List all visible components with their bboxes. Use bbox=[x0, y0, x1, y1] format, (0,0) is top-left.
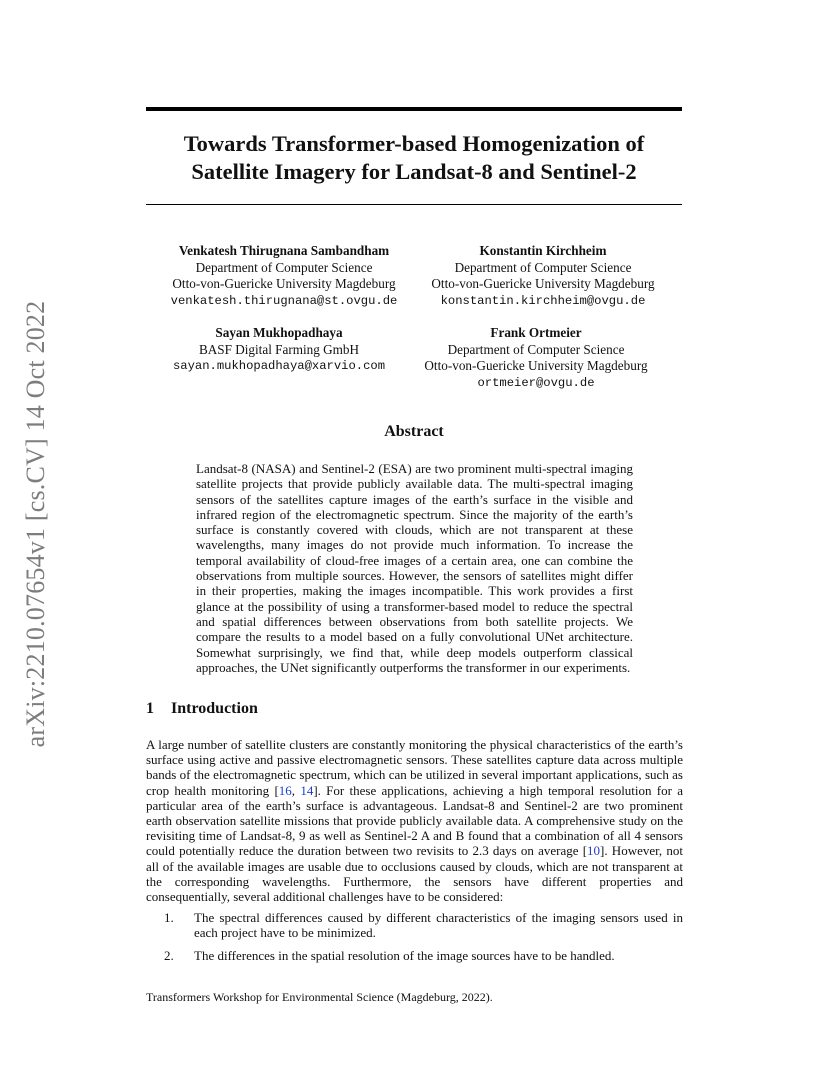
arxiv-identifier: arXiv:2210.07654v1 [cs.CV] 14 Oct 2022 bbox=[21, 300, 50, 748]
author-affiliation: Otto-von-Guericke University Magdeburg bbox=[431, 276, 655, 291]
author-email: konstantin.kirchheim@ovgu.de bbox=[440, 293, 646, 308]
intro-text-part: ]. However, not all of the available images are usable due to occlusions caused by clouds, which are not transparent at the corresponding wavelengths. Furthermore, the sensors have different properties and consequentially, several additional challenges have to be considered: bbox=[146, 843, 683, 905]
venue-footnote: Transformers Workshop for Environmental Science (Magdeburg, 2022). bbox=[146, 990, 493, 1004]
abstract-text: Landsat-8 (NASA) and Sentinel-2 (ESA) are two prominent multi-spectral imaging satellite projects that provide publicly available data. The multi-spectral imaging sensors of the satellites capture images of the earth’s surface in the visible and infrared region of the electromagnetic spectrum. Since the majority of the earth’s surface is constantly covered with clouds, which are not transparent at these wavelengths, many images do not provide much information. To increase the temporal availability of cloud-free images of a certain area, one can combine the observations from multiple sources. However, the sensors of satellites might differ in their properties, making the images incompatible. This work provides a first glance at the possibility of using a transformer-based model to reduce the spectral and spatial differences between observations from both satellite projects. We compare the results to a model based on a fully convolutional UNet architecture. Somewhat surprisingly, we find that, while deep models outperform classical approaches, the UNet significantly outperforms the transformer in our experiments. bbox=[196, 461, 633, 675]
author-email: sayan.mukhopadhaya@xarvio.com bbox=[172, 359, 386, 373]
author-block bbox=[393, 243, 693, 309]
challenge-list bbox=[164, 910, 683, 972]
author-affiliation: Otto-von-Guericke University Magdeburg bbox=[424, 358, 648, 373]
paper-title bbox=[146, 130, 682, 186]
list-item bbox=[164, 948, 683, 963]
title-rule-top bbox=[146, 107, 682, 111]
author-department: Department of Computer Science bbox=[195, 259, 373, 275]
author-department: Department of Computer Science bbox=[447, 341, 625, 357]
title-rule-bottom bbox=[146, 204, 682, 205]
author-block bbox=[134, 243, 434, 309]
author-name: Sayan Mukhopadhaya bbox=[215, 325, 343, 340]
list-marker: 2. bbox=[164, 948, 174, 964]
section-number: 1 bbox=[146, 700, 154, 717]
intro-text-part: A large number of satellite clusters are constantly monitoring the physical characteristics of the earth’s surface using active and passive electromagnetic sensors. These satellites capture data across multiple bands of the electromagnetic spectrum, which can be utilized in several important applications, such as crop health monitoring [ bbox=[146, 737, 683, 798]
author-name: Konstantin Kirchheim bbox=[479, 243, 607, 258]
list-item-text: The spectral differences caused by different characteristics of the imaging sensors used in each project have to be minimized. bbox=[194, 910, 683, 941]
section-heading bbox=[146, 700, 258, 718]
intro-paragraph bbox=[146, 737, 683, 904]
author-name: Frank Ortmeier bbox=[490, 325, 582, 340]
citation-link[interactable]: 14 bbox=[300, 782, 314, 798]
author-department: Department of Computer Science bbox=[454, 259, 632, 275]
list-item-text: The differences in the spatial resolution of the image sources have to be handled. bbox=[194, 948, 615, 964]
author-email: ortmeier@ovgu.de bbox=[477, 375, 595, 390]
section-title: Introduction bbox=[171, 700, 258, 717]
list-marker: 1. bbox=[164, 910, 174, 925]
citation-link[interactable]: 10 bbox=[587, 843, 601, 859]
author-block bbox=[386, 325, 686, 391]
author-block bbox=[129, 325, 429, 375]
author-affiliation: Otto-von-Guericke University Magdeburg bbox=[172, 276, 396, 291]
author-affiliation: BASF Digital Farming GmbH bbox=[198, 341, 360, 357]
title-line-2: Satellite Imagery for Landsat-8 and Sentinel-2 bbox=[191, 159, 637, 184]
list-item bbox=[164, 910, 683, 940]
citation-separator: , bbox=[291, 782, 301, 798]
abstract-heading: Abstract bbox=[384, 423, 444, 440]
author-email: venkatesh.thirugnana@st.ovgu.de bbox=[170, 293, 398, 308]
intro-text-part: ]. For these applications, achieving a high temporal resolution for a particular area of the earth’s surface is advantageous. Landsat-8 and Sentinel-2 are two prominent earth observation satellite missions that provide publicly available data. A comprehensive study on the revisiting time of Landsat-8, 9 as well as Sentinel-2 A and B found that a combination of all 4 sensors could potentially reduce the duration between two revisits to 2.3 days on average [ bbox=[146, 782, 684, 859]
title-line-1: Towards Transformer-based Homogenization of bbox=[183, 131, 645, 156]
author-name: Venkatesh Thirugnana Sambandham bbox=[178, 243, 390, 258]
citation-link[interactable]: 16 bbox=[278, 782, 292, 798]
